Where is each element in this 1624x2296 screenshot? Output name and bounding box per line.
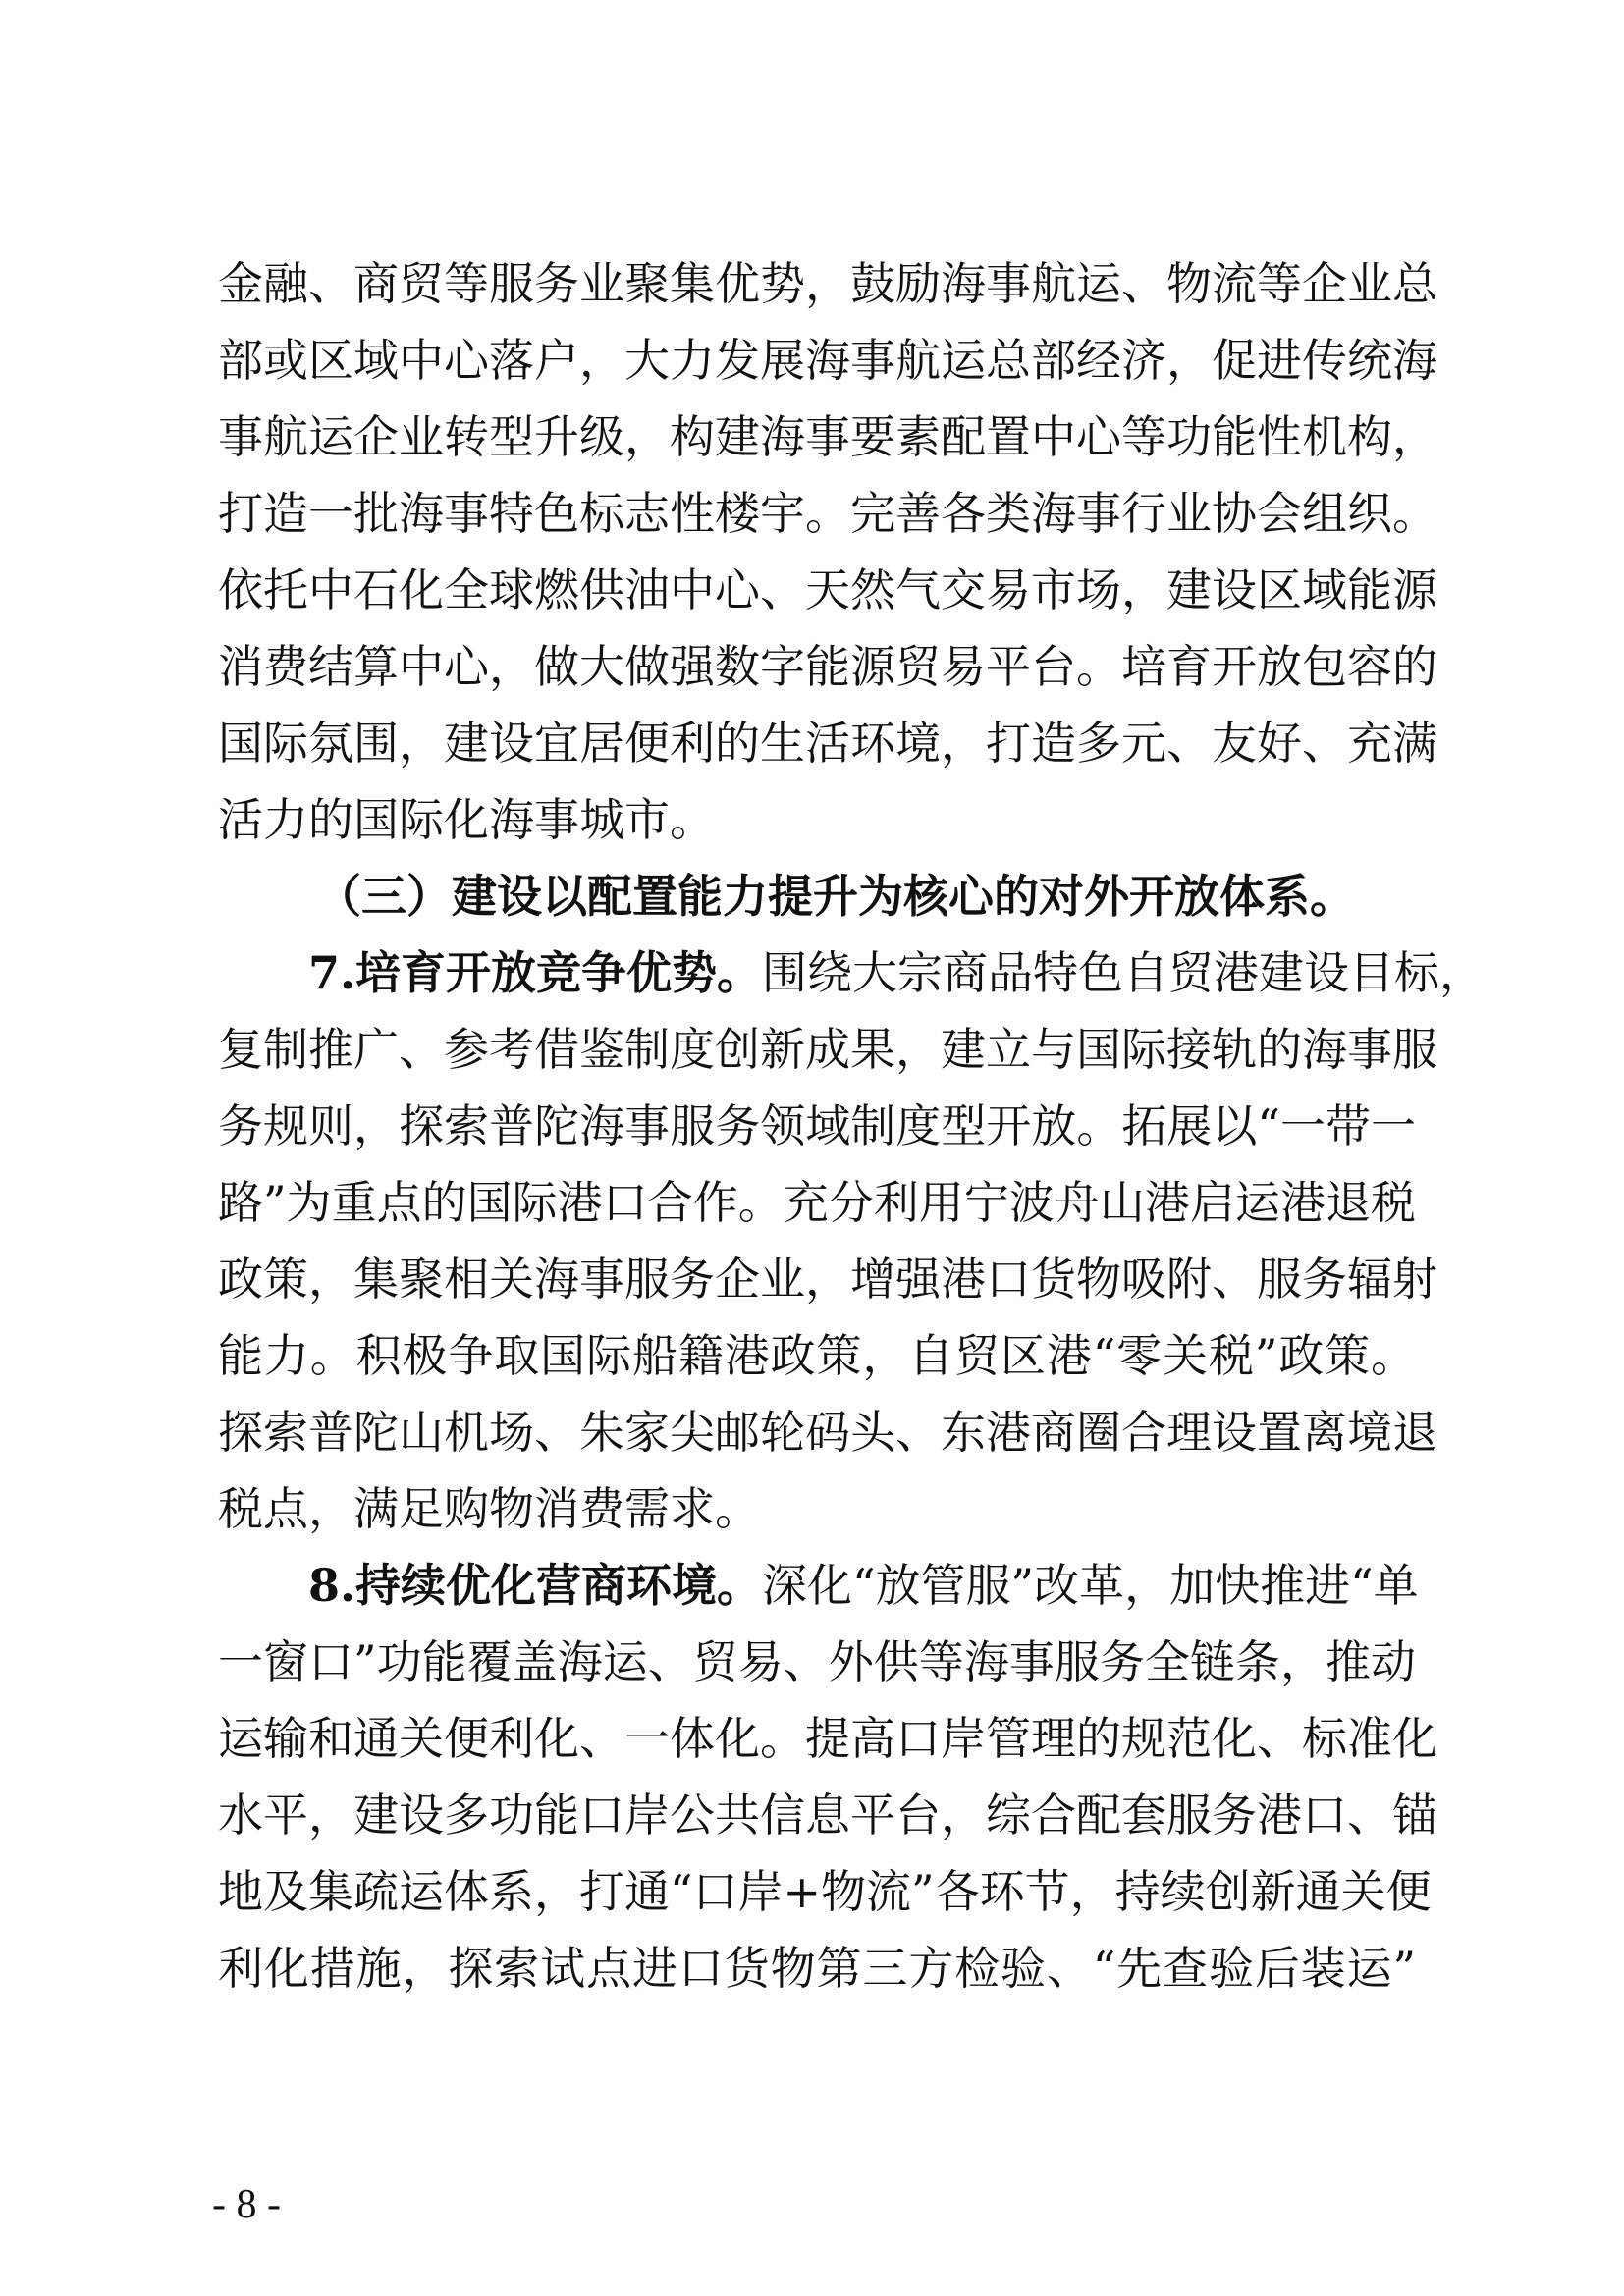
- item7-line-6: 能力。积极争取国际船籍港政策，自贸区港“零关税”政策。: [218, 1329, 1416, 1382]
- item8-first-line: [218, 1547, 1419, 1624]
- item8-line-6: 利化措施，探索试点进口货物第三方检验、“先查验后装运”: [218, 1942, 1416, 1995]
- item7-line-7: 探索普陀山机场、朱家尖邮轮码头、东港商圈合理设置离境退: [218, 1406, 1437, 1459]
- p1-line-1: 金融、商贸等服务业聚集优势，鼓励海事航运、物流等企业总: [218, 257, 1437, 310]
- item7-first-line: [218, 934, 1486, 1011]
- item8-line-4: 水平，建设多功能口岸公共信息平台，综合配套服务港口、锚: [218, 1789, 1437, 1842]
- item7-line-3: 务规则，探索普陀海事服务领域制度型开放。拓展以“一带一: [218, 1099, 1416, 1152]
- item7-first-line-text: 围绕大宗商品特色自贸港建设目标，: [762, 946, 1486, 999]
- section-heading: （三）建设以配置能力提升为核心的对外开放体系。: [316, 870, 1355, 923]
- item8-line-2: 一窗口”功能覆盖海运、贸易、外供等海事服务全链条，推动: [218, 1635, 1416, 1688]
- p1-line-8: 活力的国际化海事城市。: [218, 793, 715, 846]
- item8-first-line-text: 深化“放管服”改革，加快推进“单: [762, 1559, 1419, 1612]
- p1-line-3: 事航运企业转型升级，构建海事要素配置中心等功能性机构，: [218, 410, 1437, 463]
- p1-line-4: 打造一批海事特色标志性楼宇。完善各类海事行业协会组织。: [218, 487, 1437, 540]
- item8-line-3: 运输和通关便利化、一体化。提高口岸管理的规范化、标准化: [218, 1712, 1437, 1765]
- p1-line-7: 国际氛围，建设宜居便利的生活环境，打造多元、友好、充满: [218, 717, 1437, 770]
- item7-line-2: 复制推广、参考借鉴制度创新成果，建立与国际接轨的海事服: [218, 1023, 1437, 1076]
- item8-title: 8.持续优化营商环境。: [308, 1559, 763, 1612]
- p1-line-2: 部或区域中心落户，大力发展海事航运总部经济，促进传统海: [218, 334, 1437, 387]
- page-number: - 8 -: [212, 2182, 281, 2227]
- p1-line-5: 依托中石化全球燃供油中心、天然气交易市场，建设区域能源: [218, 563, 1437, 616]
- item7-line-5: 政策，集聚相关海事服务企业，增强港口货物吸附、服务辐射: [218, 1253, 1437, 1306]
- item7-line-4: 路”为重点的国际港口合作。充分利用宁波舟山港启运港退税: [218, 1176, 1416, 1229]
- item7-title: 7.培育开放竞争优势。: [308, 946, 763, 999]
- body-text: [218, 245, 1486, 2006]
- p1-line-6: 消费结算中心，做大做强数字能源贸易平台。培育开放包容的: [218, 640, 1437, 693]
- item7-line-8: 税点，满足购物消费需求。: [218, 1482, 760, 1535]
- item8-line-5: 地及集疏运体系，打通“口岸+物流”各环节，持续创新通关便: [218, 1865, 1432, 1918]
